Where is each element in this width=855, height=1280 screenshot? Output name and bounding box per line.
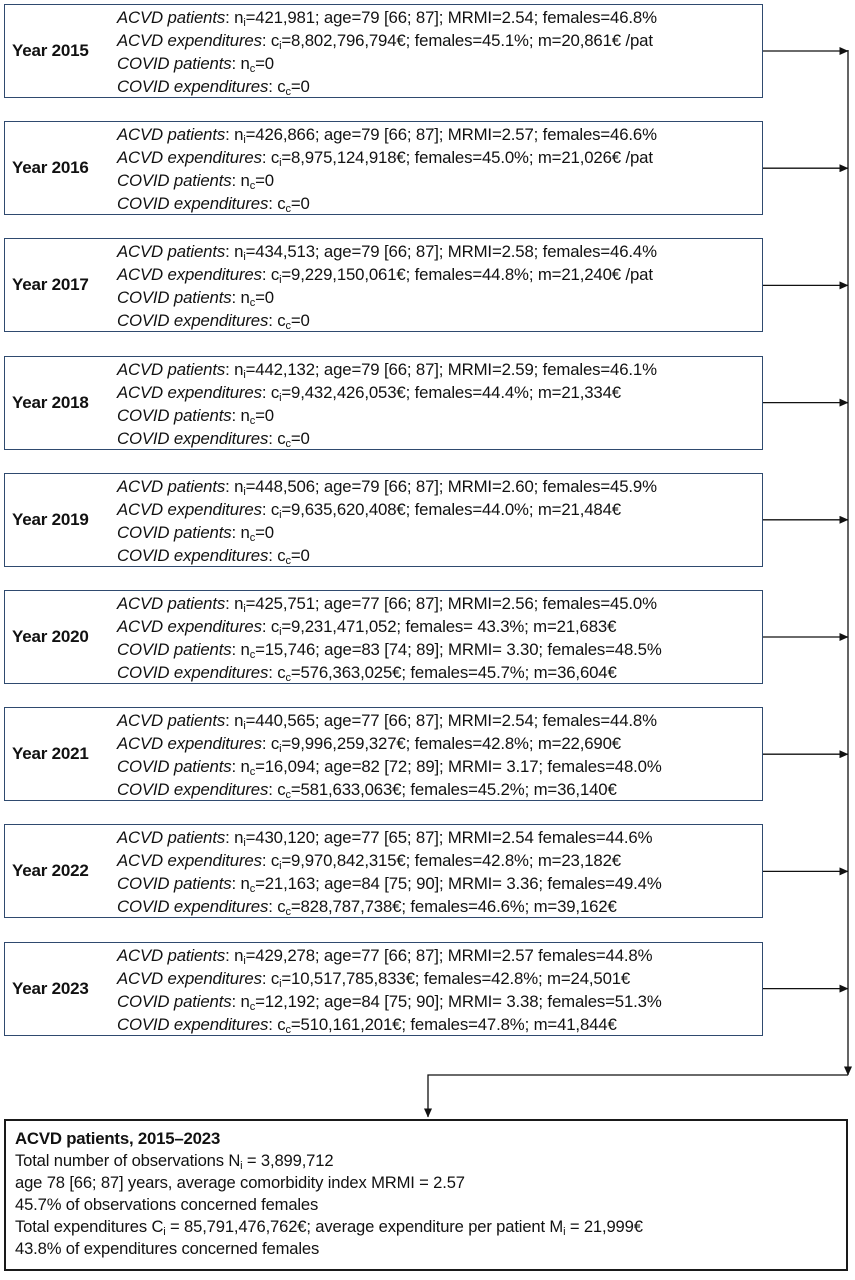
stat-subscript: i — [279, 157, 282, 170]
stat-symbol: n — [234, 359, 244, 379]
stat-subscript: i — [243, 134, 246, 147]
summary-box — [4, 1119, 848, 1271]
year-label: Year 2020 — [12, 627, 89, 646]
stat-subscript: c — [249, 414, 256, 427]
stat-value: =0 — [290, 311, 310, 331]
stat-line: COVID expenditures: $c_c=0$ — [117, 428, 310, 450]
stat-line: COVID expenditures: $c_c=828,787,738€$; females=46.6%; m=39,162€ — [117, 897, 617, 919]
stat-label: COVID expenditures — [117, 311, 269, 331]
stat-value: =0 — [255, 288, 274, 308]
stat-value: =12,192; age=84 [75; 90]; MRMI= 3.38; females=51.3% — [255, 991, 662, 1011]
stat-subscript: i — [279, 626, 282, 638]
stat-line: COVID patients: $n_c=0$ — [117, 522, 274, 544]
stat-subscript: c — [249, 1000, 256, 1013]
stat-label: ACVD patients — [117, 125, 226, 145]
stat-symbol: c — [277, 663, 286, 682]
stat-symbol: n — [234, 711, 244, 731]
stat-subscript: i — [279, 743, 282, 756]
stat-subscript: i — [279, 508, 282, 521]
stat-value: =0 — [255, 171, 274, 191]
stat-symbol: n — [240, 405, 250, 425]
stat-value: =425,751; age=77 [66; 87]; MRMI=2.56; females=45.0% — [245, 594, 657, 613]
stat-value: =0 — [255, 522, 274, 542]
stat-label: COVID expenditures — [117, 428, 269, 448]
stat-label: COVID expenditures — [117, 780, 269, 800]
stat-line: COVID patients: $n_c=0$ — [117, 405, 274, 427]
stat-subscript: i — [243, 368, 246, 381]
year-label: Year 2015 — [12, 41, 89, 60]
stat-symbol: n — [240, 171, 250, 191]
stat-label: ACVD patients — [117, 594, 226, 613]
stat-subscript: c — [249, 531, 256, 544]
stat-value: =0 — [255, 405, 274, 425]
stat-symbol: c — [270, 968, 280, 988]
stat-line: ACVD expenditures: $c_i=9,229,150,061€$; females=44.8%; m=21,240€ /pat — [117, 265, 653, 287]
stat-symbol: n — [240, 54, 250, 73]
stat-symbol: n — [240, 991, 250, 1011]
stat-symbol: n — [234, 828, 244, 848]
stat-subscript: i — [243, 603, 246, 615]
stat-symbol: n — [234, 476, 244, 496]
stat-symbol: c — [277, 428, 286, 448]
stat-subscript: i — [243, 720, 246, 733]
stat-subscript: c — [249, 180, 256, 193]
stat-symbol: n — [234, 945, 244, 965]
stat-label: ACVD expenditures — [117, 968, 262, 988]
summary-age-mrmi: age 78 [66; 87] years, average comorbidity index MRMI = 2.57 — [15, 1173, 465, 1192]
stat-value: =8,975,124,918€; females=45.0%; m=21,026€ /pat — [281, 148, 653, 168]
stat-line: ACVD expenditures: $c_i=9,970,842,315€$; females=42.8%; m=23,182€ — [117, 851, 621, 873]
stat-symbol: c — [270, 499, 280, 519]
stat-symbol: c — [270, 265, 280, 285]
stat-value: =9,996,259,327€; females=42.8%; m=22,690€ — [281, 734, 621, 754]
stat-line: COVID patients: $n_c=0$ — [117, 288, 274, 310]
stat-value: =421,981; age=79 [66; 87]; MRMI=2.54; females=46.8% — [245, 8, 657, 27]
stat-symbol: n — [240, 288, 250, 308]
year-label: Year 2021 — [12, 744, 89, 764]
stat-label: COVID patients — [117, 171, 232, 191]
stat-symbol: c — [270, 148, 280, 168]
stat-label: COVID expenditures — [117, 663, 269, 682]
stat-line: COVID expenditures: $c_c=581,633,063€$; females=45.2%; m=36,140€ — [117, 780, 617, 802]
stat-label: ACVD expenditures — [117, 499, 262, 519]
stat-subscript: i — [243, 954, 246, 967]
stat-subscript: i — [279, 40, 282, 52]
stat-subscript: i — [243, 485, 246, 498]
summary-arrow — [428, 1075, 848, 1117]
stat-label: COVID patients — [117, 288, 232, 308]
summary-total-expenditures: Total expenditures $C_i$ = 85,791,476,762€; average expenditure per patient $M_i$ = 21,999€ — [15, 1217, 643, 1238]
stat-subscript: c — [285, 672, 291, 684]
stat-value: =440,565; age=77 [66; 87]; MRMI=2.54; females=44.8% — [245, 711, 657, 731]
summary-total-observations: Total number of observations $N_i = 3,899,712$ — [15, 1151, 334, 1172]
stat-subscript: c — [249, 766, 256, 779]
stat-subscript: c — [285, 789, 291, 802]
summary-observations-females: 45.7% of observations concerned females — [15, 1195, 319, 1214]
stat-label: COVID patients — [117, 54, 232, 73]
stat-subscript: i — [243, 251, 246, 264]
stat-subscript: c — [285, 437, 291, 450]
stat-symbol: n — [234, 594, 244, 613]
stat-subscript: c — [249, 63, 256, 75]
stat-symbol: c — [270, 617, 280, 636]
stat-label: COVID patients — [117, 405, 232, 425]
stat-subscript: c — [249, 883, 256, 896]
stat-symbol: c — [277, 545, 286, 565]
stat-line: ACVD patients: $n_i=430,120$; age=77 [65; 87]; MRMI=2.54 females=44.6% — [117, 828, 653, 850]
stat-label: ACVD expenditures — [117, 851, 262, 871]
stat-line: COVID patients: $n_c=21,163$; age=84 [75; 90]; MRMI= 3.36; females=49.4% — [117, 874, 662, 896]
stat-value: =8,802,796,794€; females=45.1%; m=20,861€ /pat — [281, 31, 653, 50]
stat-label: ACVD patients — [117, 945, 226, 965]
stat-line: ACVD expenditures: $c_i=9,996,259,327€$; females=42.8%; m=22,690€ — [117, 734, 621, 756]
stat-label: COVID expenditures — [117, 897, 269, 917]
stat-label: ACVD patients — [117, 711, 226, 731]
stat-label: COVID patients — [117, 991, 232, 1011]
stat-symbol: c — [270, 31, 280, 50]
stat-symbol: c — [277, 311, 286, 331]
summary-expenditures-females: 43.8% of expenditures concerned females — [15, 1239, 320, 1258]
stat-symbol: c — [277, 77, 286, 96]
stat-label: COVID patients — [117, 640, 232, 659]
stat-subscript: c — [285, 1023, 291, 1036]
stat-line: ACVD patients: $n_i=425,751$; age=77 [66; 87]; MRMI=2.56; females=45.0% — [117, 594, 657, 615]
year-label: Year 2022 — [12, 861, 89, 881]
stat-label: COVID expenditures — [117, 77, 269, 96]
stat-value: =581,633,063€; females=45.2%; m=36,140€ — [290, 780, 617, 800]
stat-line: ACVD patients: $n_i=440,565$; age=77 [66; 87]; MRMI=2.54; females=44.8% — [117, 711, 657, 733]
stat-line: ACVD expenditures: $c_i=8,802,796,794€$; females=45.1%; m=20,861€ /pat — [117, 31, 653, 52]
stat-subscript: i — [279, 274, 282, 287]
stat-symbol: c — [277, 1014, 286, 1034]
stat-line: ACVD expenditures: $c_i=9,635,620,408€$; females=44.0%; m=21,484€ — [117, 499, 621, 521]
stat-subscript: i — [243, 837, 246, 850]
stat-line: COVID patients: $n_c=0$ — [117, 171, 274, 193]
year-label: Year 2019 — [12, 509, 89, 529]
stat-value: =434,513; age=79 [66; 87]; MRMI=2.58; females=46.4% — [245, 242, 657, 262]
stat-line: COVID patients: $n_c=0$ — [117, 54, 274, 75]
stat-label: ACVD patients — [117, 476, 226, 496]
stat-symbol: n — [240, 874, 250, 894]
year-label: Year 2023 — [12, 978, 89, 998]
stat-value: =828,787,738€; females=46.6%; m=39,162€ — [290, 897, 617, 917]
stat-line: ACVD patients: $n_i=442,132$; age=79 [66; 87]; MRMI=2.59; females=46.1% — [117, 359, 657, 381]
stat-symbol: c — [277, 780, 286, 800]
year-label: Year 2018 — [12, 392, 89, 412]
stat-subscript: c — [285, 906, 291, 919]
stat-label: ACVD patients — [117, 828, 226, 848]
stat-line: COVID expenditures: $c_c=0$ — [117, 194, 310, 216]
stat-label: ACVD expenditures — [117, 31, 262, 50]
stat-value: =9,229,150,061€; females=44.8%; m=21,240€ /pat — [281, 265, 653, 285]
stat-line: ACVD patients: $n_i=421,981$; age=79 [66; 87]; MRMI=2.54; females=46.8% — [117, 8, 657, 29]
stat-value: =9,635,620,408€; females=44.0%; m=21,484€ — [281, 499, 621, 519]
stat-value: =510,161,201€; females=47.8%; m=41,844€ — [290, 1014, 617, 1034]
stat-label: COVID patients — [117, 757, 232, 777]
stat-symbol: n — [240, 640, 250, 659]
stat-line: ACVD patients: $n_i=448,506$; age=79 [66; 87]; MRMI=2.60; females=45.9% — [117, 476, 657, 498]
stat-value: =430,120; age=77 [65; 87]; MRMI=2.54 females=44.6% — [245, 828, 653, 848]
stat-line: ACVD expenditures: $c_i=9,432,426,053€$; females=44.4%; m=21,334€ — [117, 382, 621, 404]
stat-symbol: n — [234, 242, 244, 262]
stat-label: ACVD patients — [117, 359, 226, 379]
stat-value: =16,094; age=82 [72; 89]; MRMI= 3.17; females=48.0% — [255, 757, 662, 777]
stat-line: COVID expenditures: $c_c=510,161,201€$; females=47.8%; m=41,844€ — [117, 1014, 617, 1036]
stat-subscript: c — [285, 320, 291, 333]
stat-subscript: i — [279, 860, 282, 873]
stat-label: ACVD patients — [117, 242, 226, 262]
stat-line: COVID patients: $n_c=12,192$; age=84 [75; 90]; MRMI= 3.38; females=51.3% — [117, 991, 662, 1013]
stat-line: COVID expenditures: $c_c=0$ — [117, 311, 310, 333]
stat-symbol: c — [277, 897, 286, 917]
year-label: Year 2016 — [12, 158, 89, 178]
stat-line: ACVD expenditures: $c_i=8,975,124,918€$; females=45.0%; m=21,026€ /pat — [117, 148, 653, 170]
stat-symbol: n — [234, 8, 244, 27]
stat-line: ACVD patients: $n_i=426,866$; age=79 [66; 87]; MRMI=2.57; females=46.6% — [117, 125, 657, 147]
stat-line: COVID expenditures: $c_c=0$ — [117, 77, 310, 98]
stat-label: COVID patients — [117, 522, 232, 542]
year-label: Year 2017 — [12, 275, 89, 295]
stat-value: =0 — [290, 77, 310, 96]
stat-line: COVID patients: $n_c=15,746$; age=83 [74; 89]; MRMI= 3.30; females=48.5% — [117, 640, 662, 661]
stat-value: =10,517,785,833€; females=42.8%; m=24,501€ — [281, 968, 631, 988]
stat-value: =9,231,471,052; females= 43.3%; m=21,683€ — [281, 617, 617, 636]
stat-subscript: c — [249, 649, 256, 661]
stat-subscript: c — [249, 297, 256, 310]
stat-symbol: c — [270, 734, 280, 754]
summary-title: ACVD patients, 2015–2023 — [15, 1129, 221, 1148]
stat-label: ACVD expenditures — [117, 148, 262, 168]
stat-symbol: c — [277, 194, 286, 214]
stat-line: COVID patients: $n_c=16,094$; age=82 [72; 89]; MRMI= 3.17; females=48.0% — [117, 757, 662, 779]
stat-symbol: c — [270, 851, 280, 871]
stat-subscript: i — [279, 391, 282, 404]
stat-label: ACVD expenditures — [117, 382, 262, 402]
stat-subscript: i — [243, 17, 246, 29]
stat-label: ACVD expenditures — [117, 617, 262, 636]
stat-subscript: c — [285, 554, 291, 567]
stat-label: ACVD expenditures — [117, 265, 262, 285]
stat-value: =0 — [290, 428, 310, 448]
stat-symbol: n — [240, 522, 250, 542]
stat-label: COVID patients — [117, 874, 232, 894]
stat-value: =576,363,025€; females=45.7%; m=36,604€ — [290, 663, 617, 682]
stat-line: ACVD expenditures: $c_i=10,517,785,833€$; females=42.8%; m=24,501€ — [117, 968, 631, 990]
stat-subscript: c — [285, 203, 291, 216]
stat-subscript: c — [285, 86, 291, 98]
stat-line: COVID expenditures: $c_c=576,363,025€$; females=45.7%; m=36,604€ — [117, 663, 617, 684]
stat-subscript: i — [279, 977, 282, 990]
stat-label: ACVD patients — [117, 8, 226, 27]
stat-line: ACVD patients: $n_i=434,513$; age=79 [66; 87]; MRMI=2.58; females=46.4% — [117, 242, 657, 264]
stat-symbol: c — [270, 382, 280, 402]
stat-label: COVID expenditures — [117, 194, 269, 214]
stat-line: ACVD patients: $n_i=429,278$; age=77 [66; 87]; MRMI=2.57 females=44.8% — [117, 945, 653, 967]
stat-symbol: n — [240, 757, 250, 777]
stat-value: =9,432,426,053€; females=44.4%; m=21,334€ — [281, 382, 621, 402]
stat-line: ACVD expenditures: $c_i=9,231,471,052$; females= 43.3%; m=21,683€ — [117, 617, 617, 638]
stat-label: COVID expenditures — [117, 1014, 269, 1034]
stat-value: =442,132; age=79 [66; 87]; MRMI=2.59; females=46.1% — [245, 359, 657, 379]
stat-value: =0 — [290, 545, 310, 565]
stat-line: COVID expenditures: $c_c=0$ — [117, 545, 310, 567]
stat-value: =15,746; age=83 [74; 89]; MRMI= 3.30; females=48.5% — [255, 640, 662, 659]
stat-value: =429,278; age=77 [66; 87]; MRMI=2.57 females=44.8% — [245, 945, 653, 965]
stat-value: =21,163; age=84 [75; 90]; MRMI= 3.36; females=49.4% — [255, 874, 662, 894]
stat-value: =0 — [255, 54, 274, 73]
stat-value: =448,506; age=79 [66; 87]; MRMI=2.60; females=45.9% — [245, 476, 657, 496]
stat-value: =426,866; age=79 [66; 87]; MRMI=2.57; females=46.6% — [245, 125, 657, 145]
stat-symbol: n — [234, 125, 244, 145]
stat-value: =0 — [290, 194, 310, 214]
stat-value: =9,970,842,315€; females=42.8%; m=23,182€ — [281, 851, 621, 871]
stat-label: COVID expenditures — [117, 545, 269, 565]
stat-label: ACVD expenditures — [117, 734, 262, 754]
